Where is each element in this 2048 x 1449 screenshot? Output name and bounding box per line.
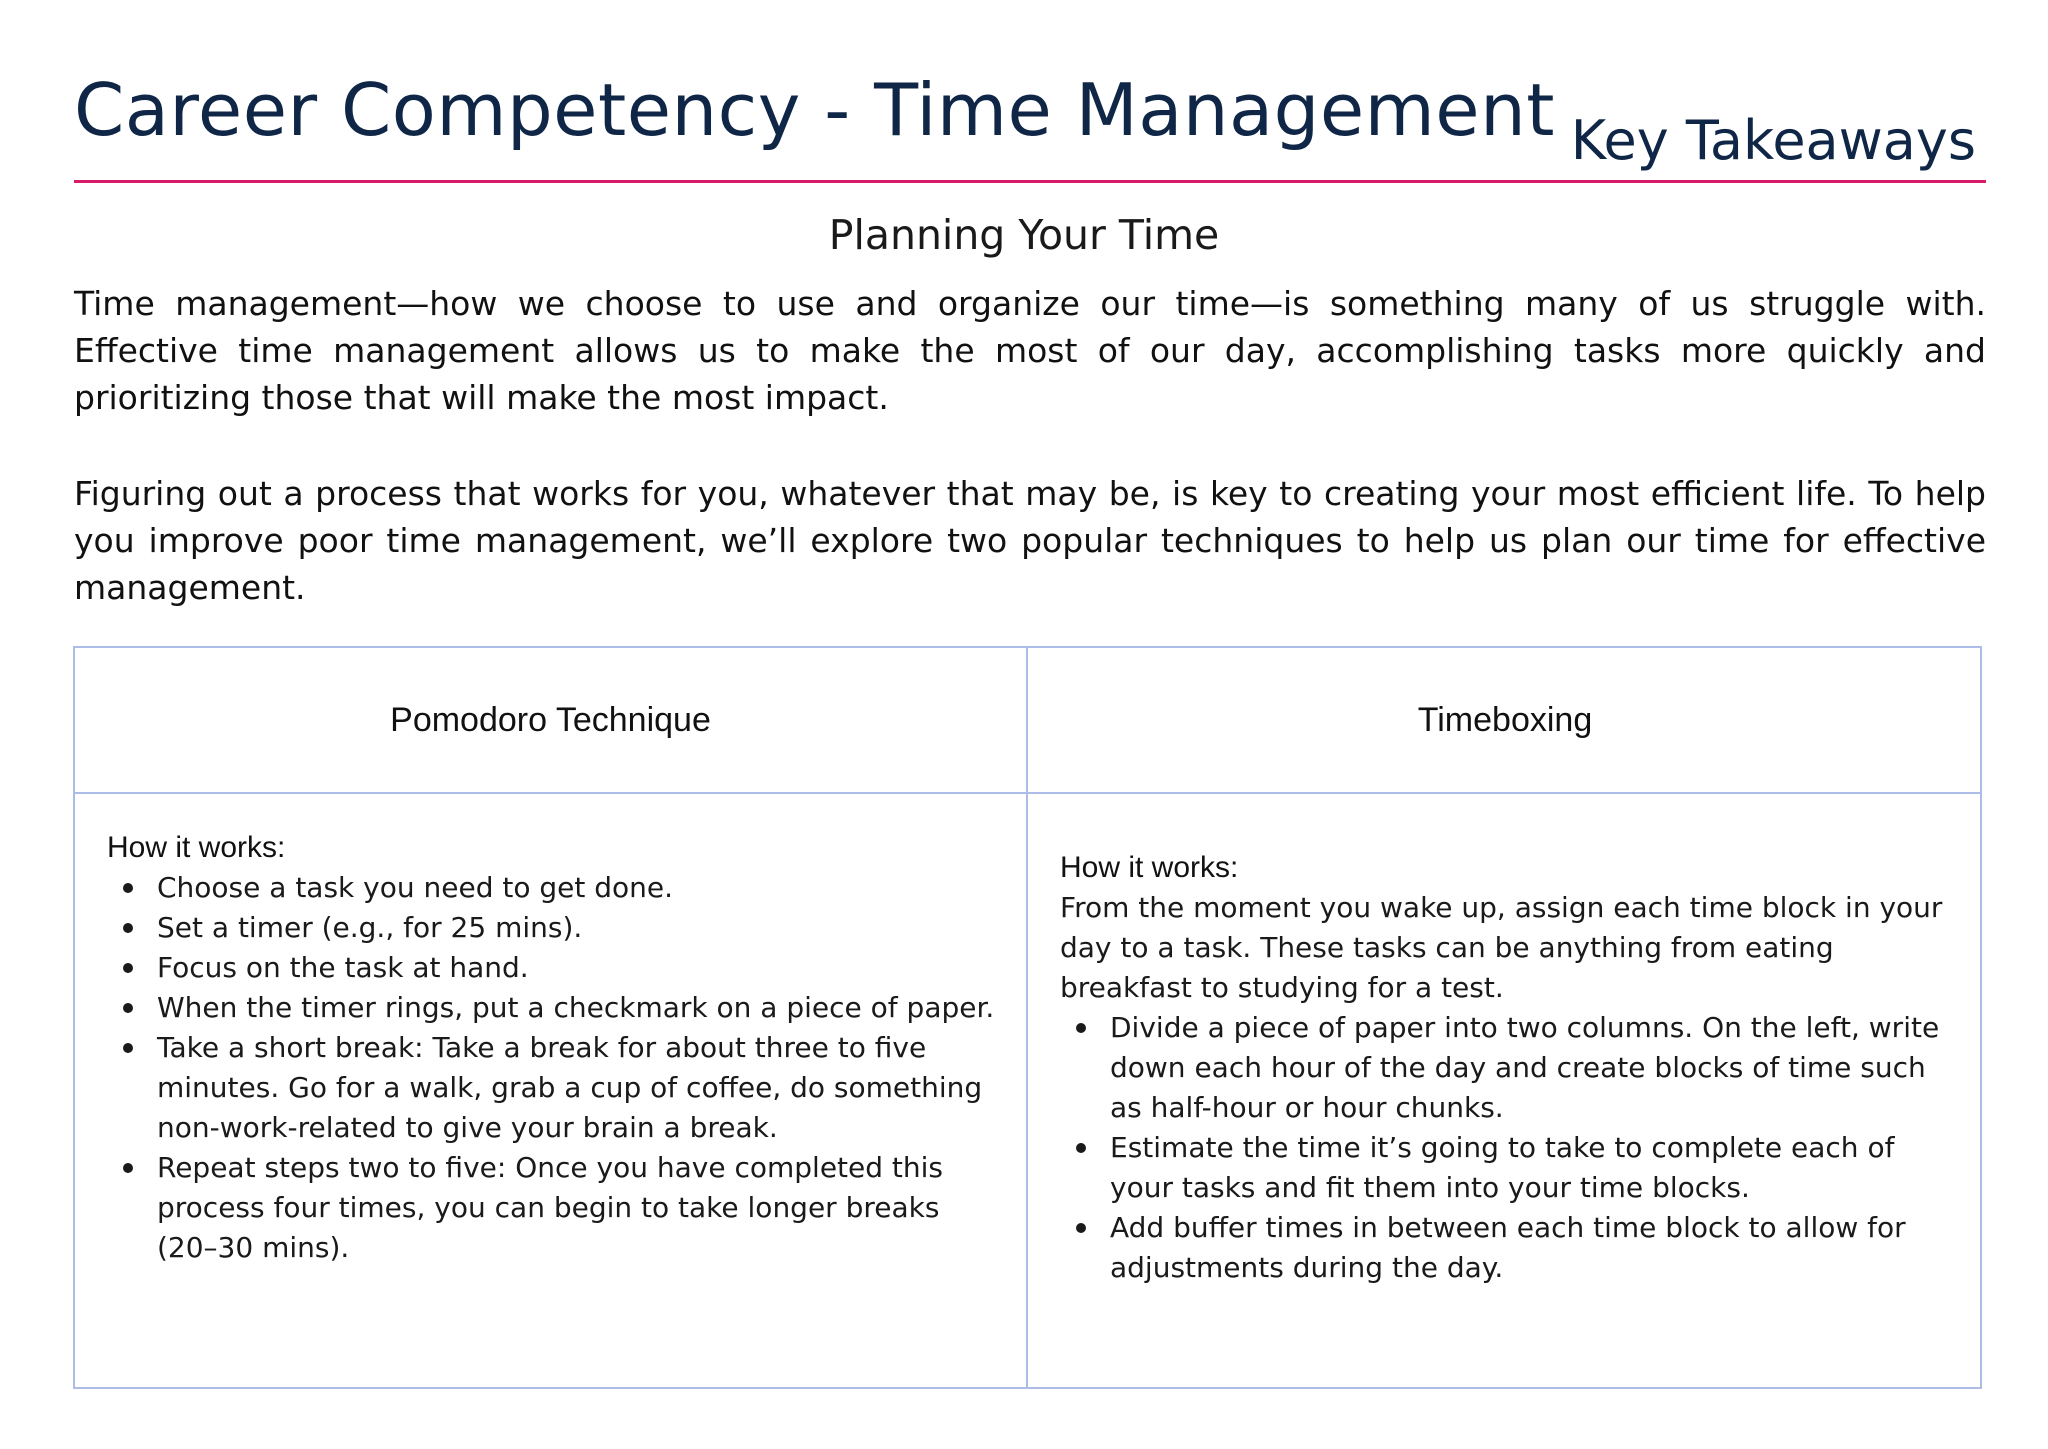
timeboxing-cell xyxy=(1060,848,1960,1288)
page-title: Career Competency - Time Management xyxy=(74,68,1555,152)
list-item xyxy=(107,1148,997,1268)
list-item xyxy=(107,868,997,908)
bullet-icon xyxy=(1076,1223,1086,1233)
bullet-icon xyxy=(123,1163,133,1173)
pomodoro-cell xyxy=(107,828,997,1268)
list-item xyxy=(107,908,997,948)
pomodoro-steps xyxy=(107,868,997,1268)
list-item-text: When the timer rings, put a checkmark on a piece of paper. xyxy=(157,991,995,1024)
techniques-table xyxy=(73,646,1982,1389)
bullet-icon xyxy=(123,1043,133,1053)
intro-paragraph: Time management—how we choose to use and organize our time—is something many of us struggle with. Effective time management allows us to make the most of our day, accomplishing tasks more quickly and prioritizing those that will make the most impact. xyxy=(74,284,1986,417)
list-item xyxy=(107,1028,997,1148)
list-item xyxy=(1060,1208,1960,1288)
bullet-icon xyxy=(1076,1023,1086,1033)
page-header xyxy=(74,62,1986,183)
list-item-text: Divide a piece of paper into two columns. On the left, write down each hour of the day and create blocks of time such as half-hour or hour chunks. xyxy=(1110,1011,1940,1124)
list-item-text: Set a timer (e.g., for 25 mins). xyxy=(157,911,583,944)
list-item xyxy=(1060,1008,1960,1128)
bullet-icon xyxy=(123,883,133,893)
bullet-icon xyxy=(123,923,133,933)
list-item-text: Add buffer times in between each time block to allow for adjustments during the day. xyxy=(1110,1211,1906,1284)
list-item-text: Choose a task you need to get done. xyxy=(157,871,674,904)
timeboxing-steps xyxy=(1060,1008,1960,1288)
list-item-text: Focus on the task at hand. xyxy=(157,951,529,984)
bullet-icon xyxy=(123,963,133,973)
list-item-text: Estimate the time it’s going to take to complete each of your tasks and fit them into your time blocks. xyxy=(1110,1131,1895,1204)
bullet-icon xyxy=(1076,1143,1086,1153)
timeboxing-header: Timeboxing xyxy=(1417,700,1593,739)
timeboxing-intro: From the moment you wake up, assign each time block in your day to a task. These tasks can be anything from eating breakfast to studying for a test. xyxy=(1060,891,1943,1004)
row-divider xyxy=(75,792,1980,794)
list-item xyxy=(1060,1128,1960,1208)
list-item-text: Repeat steps two to five: Once you have completed this process four times, you can begin to take longer breaks (20–30 mins). xyxy=(157,1151,944,1264)
pomodoro-header: Pomodoro Technique xyxy=(390,700,711,739)
how-it-works-label: How it works: xyxy=(107,831,286,864)
bullet-icon xyxy=(123,1003,133,1013)
section-title: Planning Your Time xyxy=(828,211,1220,259)
how-it-works-label: How it works: xyxy=(1060,851,1239,884)
list-item xyxy=(107,988,997,1028)
list-item xyxy=(107,948,997,988)
key-takeaways-label: Key Takeaways xyxy=(1570,109,1976,172)
list-item-text: Take a short break: Take a break for about three to five minutes. Go for a walk, grab a cup of coffee, do something non-work-related to give your brain a break. xyxy=(157,1031,983,1144)
process-paragraph: Figuring out a process that works for you, whatever that may be, is key to creating your most efficient life. To help you improve poor time management, we’ll explore two popular techniques to help us plan our time for effective management. xyxy=(74,474,1986,607)
